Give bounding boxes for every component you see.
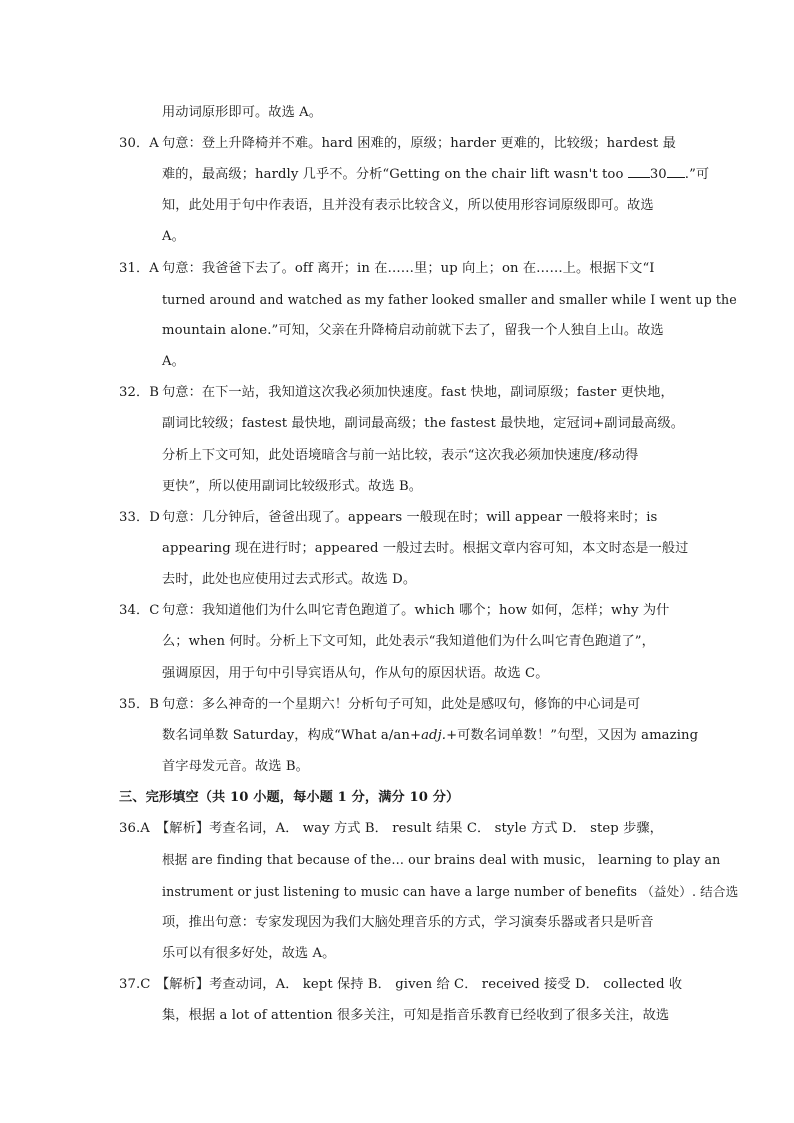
- text-line: 知，此处用于句中作表语，且并没有表示比较含义，所以使用形容词原级即可。故选: [162, 198, 654, 213]
- question-number: 32．B: [119, 385, 160, 400]
- text-line: 分析上下文可知，此处语境暗含与前一站比较，表示“这次我必须加快速度/移动得: [162, 448, 639, 463]
- text-line: A。: [162, 354, 185, 369]
- question-number: 30．A: [119, 136, 159, 151]
- question-number: 33．D: [119, 510, 160, 525]
- text-line: 么；when 何时。分析上下文可知，此处表示“我知道他们为什么叫它青色跑道了”，: [162, 634, 655, 649]
- text-line: [162, 165, 709, 185]
- text-line: mountain alone.”可知，父亲在升降椅启动前就下去了，留我一个人独自上山。故选: [162, 323, 664, 338]
- italic-term: adj.: [421, 728, 447, 743]
- text-line: 根据 are finding that because of the… our brains deal with music， learning to play an: [162, 852, 721, 867]
- text-line: 句意：多么神奇的一个星期六！分析句子可知，此处是感叹句，修饰的中心词是可: [162, 697, 641, 712]
- text-line: 【解析】考查动词，A． kept 保持 B． given 给 C． received 接受 D． collected 收: [156, 977, 683, 992]
- text-line: 句意：我知道他们为什么叫它青色跑道了。which 哪个；how 如何，怎样；why 为什: [162, 603, 670, 618]
- text-line: 乐可以有很多好处，故选 A。: [162, 946, 336, 961]
- text-line: 用动词原形即可。故选 A。: [162, 105, 323, 120]
- question-number: 36.A: [119, 821, 150, 836]
- text-line: 去时，此处也应使用过去式形式。故选 D。: [162, 572, 417, 587]
- text-line: 更快”，所以使用副词比较级形式。故选 B。: [162, 479, 423, 494]
- text-line: 首字母发元音。故选 B。: [162, 759, 309, 774]
- question-number: 31．A: [119, 261, 159, 276]
- text-line: instrument or just listening to music can have a large number of benefits （益处）. 结合选: [162, 884, 739, 899]
- text-line: 句意：我爸爸下去了。off 离开；in 在……里；up 向上；on 在……上。根据下文“I: [162, 261, 655, 276]
- text-line: 【解析】考查名词，A． way 方式 B． result 结果 C． style 方式 D． step 步骤，: [156, 821, 663, 836]
- blank-number: 30: [649, 167, 667, 182]
- question-number: 34．C: [119, 603, 160, 618]
- text-line: 项，推出句意：专家发现因为我们大脑处理音乐的方式，学习演奏乐器或者只是听音: [162, 915, 654, 930]
- text-segment: .”可: [684, 167, 710, 182]
- text-line: 副词比较级；fastest 最快地，副词最高级；the fastest 最快地，定冠词+副词最高级。: [162, 416, 685, 431]
- blank-underline: [628, 177, 650, 178]
- question-number: 35．B: [119, 697, 160, 712]
- text-line: A。: [162, 229, 185, 244]
- text-segment: 数名词单数 Saturday，构成“What a/an+: [162, 728, 422, 743]
- question-number: 37.C: [119, 977, 151, 992]
- text-line: appearing 现在进行时；appeared 一般过去时。根据文章内容可知，本文时态是一般过: [162, 541, 689, 556]
- text-line: 强调原因，用于句中引导宾语从句，作从句的原因状语。故选 C。: [162, 666, 549, 681]
- text-line: 集，根据 a lot of attention 很多关注，可知是指音乐教育已经收到了很多关注，故选: [162, 1008, 670, 1023]
- text-line: 句意：在下一站，我知道这次我必须加快速度。fast 快地，副词原级；faster 更快地，: [162, 385, 674, 400]
- text-line: turned around and watched as my father looked smaller and smaller while I went up the: [162, 292, 737, 307]
- text-segment: 难的，最高级；hardly 几乎不。分析“Getting on the chair lift wasn't too: [162, 167, 624, 182]
- text-line: 句意：登上升降椅并不难。hard 困难的，原级；harder 更难的，比较级；hardest 最: [162, 136, 676, 151]
- text-line: [162, 726, 698, 746]
- text-line: 句意：几分钟后，爸爸出现了。appears 一般现在时；will appear 一般将来时；is: [162, 510, 658, 525]
- section-heading: 三、完形填空（共 10 小题，每小题 1 分，满分 10 分）: [119, 790, 460, 805]
- text-segment: +可数名词单数！”句型，又因为 amazing: [446, 728, 699, 743]
- blank-underline: [667, 177, 685, 178]
